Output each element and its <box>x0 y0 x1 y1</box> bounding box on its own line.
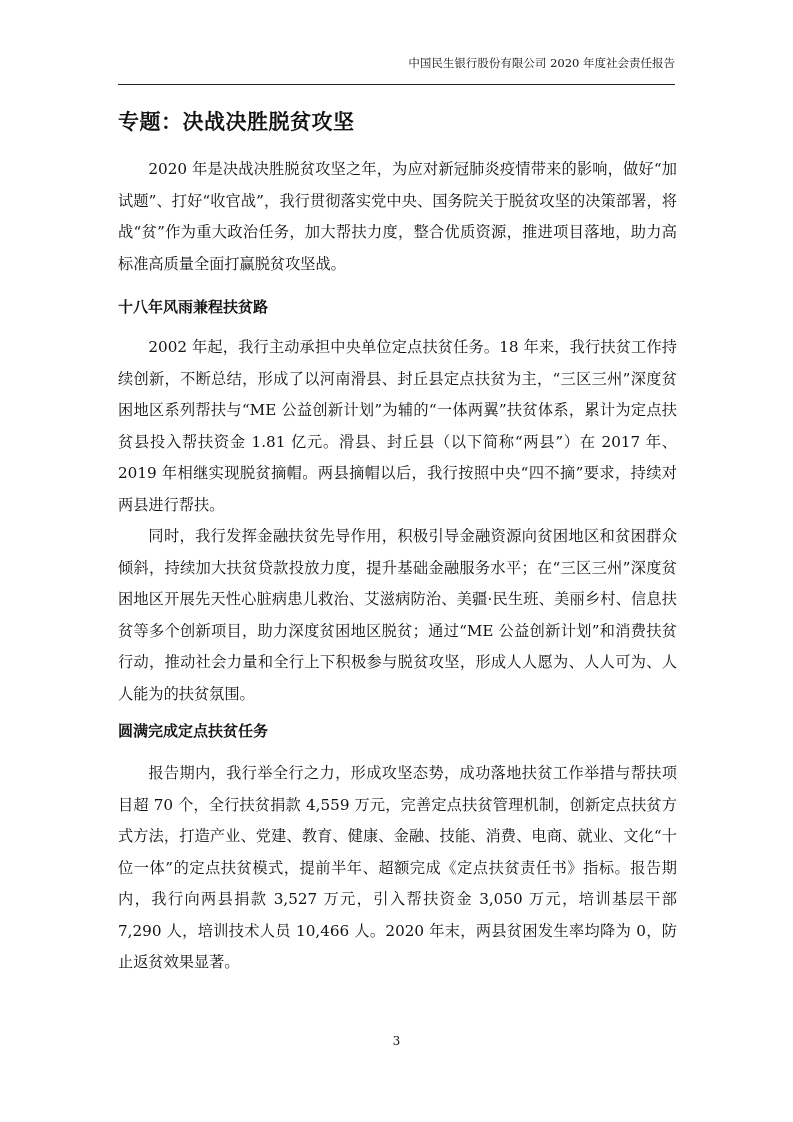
section-2-body <box>118 758 677 979</box>
body-paragraph: 同时，我行发挥金融扶贫先导作用，积极引导金融资源向贫困地区和贫困群众倾斜，持续加大扶贫贷款投放力度，提升基础金融服务水平；在“三区三州”深度贫困地区开展先天性心脏病患儿救治、艾滋病防治、美疆·民生班、美丽乡村、信息扶贫等多个创新项目，助力深度贫困地区脱贫；通过“ME 公益创新计划”和消费扶贫行动，推动社会力量和全行上下积极参与脱贫攻坚，形成人人愿为、人人可为、人人能为的扶贫氛围。 <box>118 527 677 703</box>
intro-block <box>118 154 677 280</box>
intro-paragraph: 2020 年是决战决胜脱贫攻坚之年，为应对新冠肺炎疫情带来的影响，做好“加试题”、打好“收官战”，我行贯彻落实党中央、国务院关于脱贫攻坚的决策部署，将战“贫”作为重大政治任务，加大帮扶力度，整合优质资源，推进项目落地，助力高标准高质量全面打赢脱贫攻坚战。 <box>118 160 677 273</box>
section-2-heading-block <box>118 720 677 742</box>
page-title: 专题：决战决胜脱贫攻坚 <box>118 110 355 134</box>
section-1-heading-block <box>118 296 677 318</box>
page-header <box>118 54 675 85</box>
body-paragraph: 2002 年起，我行主动承担中央单位定点扶贫任务。18 年来，我行扶贫工作持续创新，不断总结，形成了以河南滑县、封丘县定点扶贫为主，“三区三州”深度贫困地区系列帮扶与“ME 公益创新计划”为辅的“一体两翼”扶贫体系，累计为定点扶贫县投入帮扶资金 1.81 亿元。滑县、封丘县（以下简称“两县”）在 2017 年、2019 年相继实现脱贫摘帽。两县摘帽以后，我行按照中央“四不摘”要求，持续对两县进行帮扶。 <box>118 338 677 514</box>
section-1-body <box>118 332 677 710</box>
section-heading: 十八年风雨兼程扶贫路 <box>118 298 269 316</box>
section-heading: 圆满完成定点扶贫任务 <box>118 722 269 740</box>
page-number: 3 <box>392 1034 401 1048</box>
body-paragraph: 报告期内，我行举全行之力，形成攻坚态势，成功落地扶贫工作举措与帮扶项目超 70 个，全行扶贫捐款 4,559 万元，完善定点扶贫管理机制，创新定点扶贫方式方法，打造产业、党建、教育、健康、金融、技能、消费、电商、就业、文化“十位一体”的定点扶贫模式，提前半年、超额完成《定点扶贫责任书》指标。报告期内，我行向两县捐款 3,527 万元，引入帮扶资金 3,050 万元，培训基层干部 7,290 人，培训技术人员 10,466 人。2020 年末，两县贫困发生率均降为 0，防止返贫效果显著。 <box>118 764 677 971</box>
header-text: 中国民生银行股份有限公司 2020 年度社会责任报告 <box>408 56 675 70</box>
